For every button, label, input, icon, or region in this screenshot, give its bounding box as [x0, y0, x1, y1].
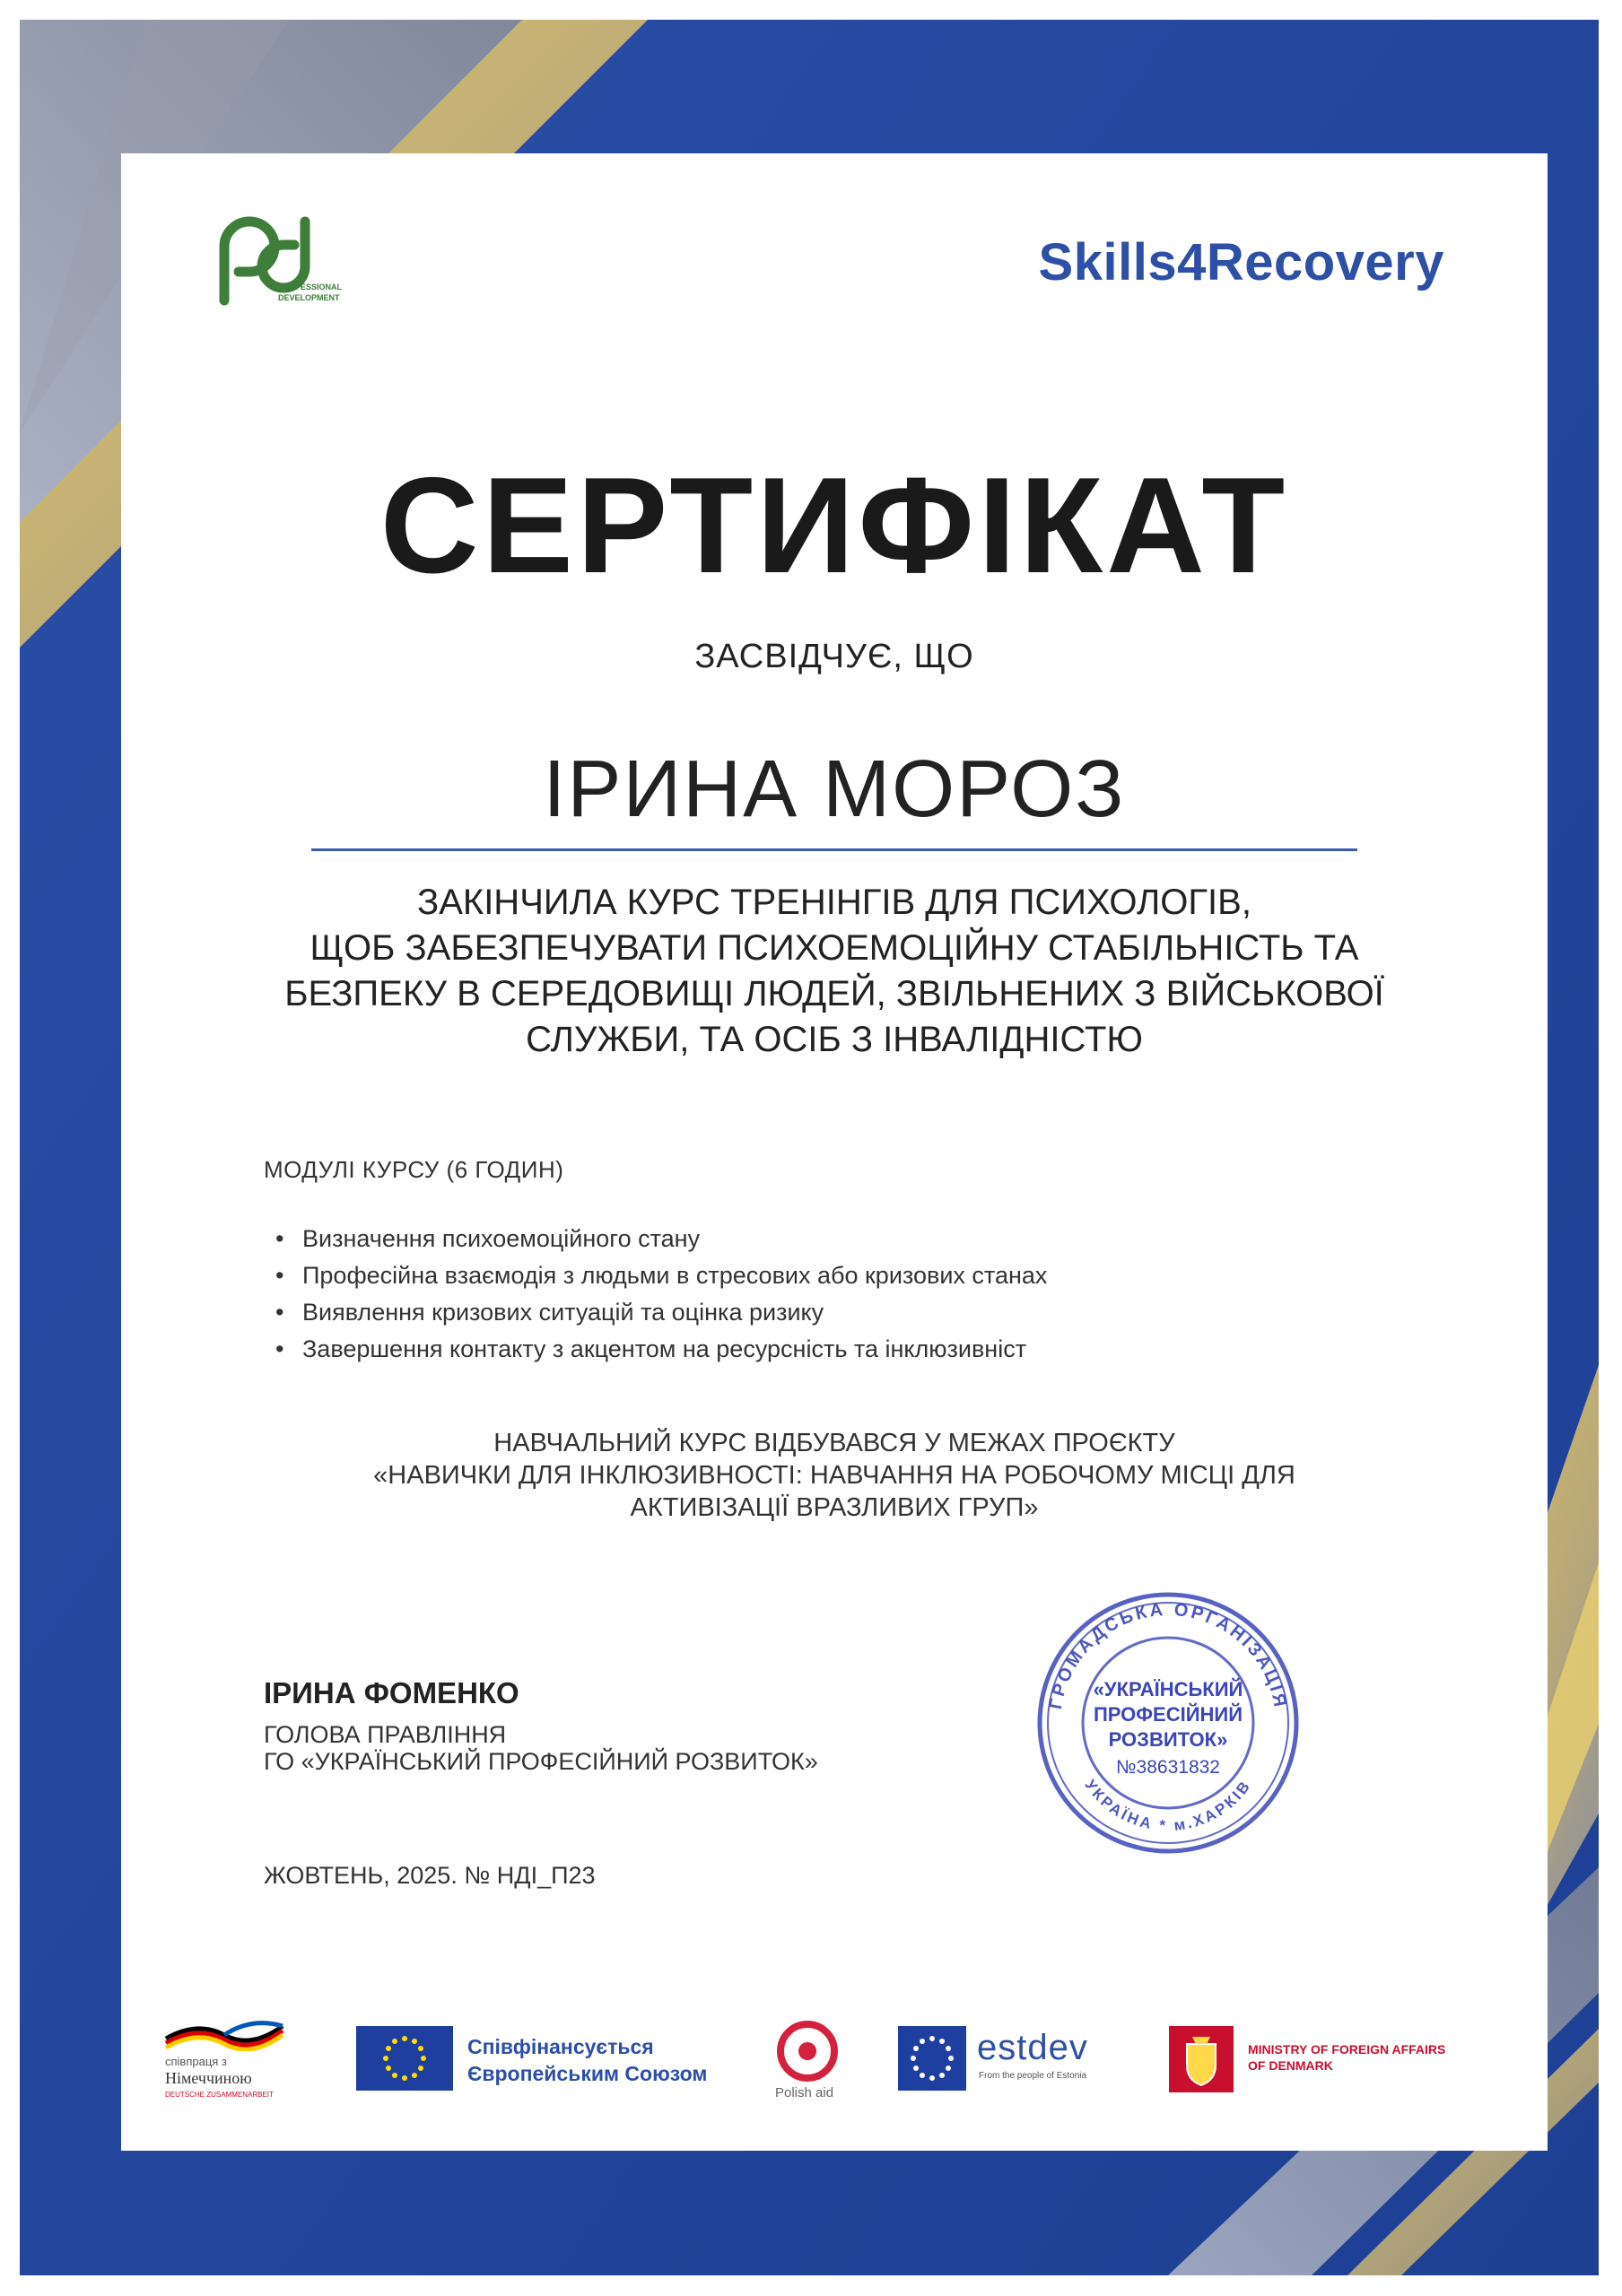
achievement-line: ЗАКІНЧИЛА КУРС ТРЕНІНГІВ ДЛЯ ПСИХОЛОГІВ,: [417, 883, 1251, 922]
achievement-line: БЕЗПЕКУ В СЕРЕДОВИЩІ ЛЮДЕЙ, ЗВІЛЬНЕНИХ З ВІЙСЬКОВОЇ: [284, 974, 1384, 1013]
eu-line2: Європейським Союзом: [467, 2062, 708, 2085]
eu-flag-icon: [356, 2026, 453, 2091]
eu-line1: Співфінансується: [467, 2035, 654, 2058]
official-stamp: [1033, 1588, 1303, 1857]
denmark-line2: OF DENMARK: [1248, 2058, 1333, 2073]
estdev-name: estdev: [977, 2028, 1088, 2067]
germany-line2: Німеччиною: [165, 2069, 252, 2087]
polish-aid-logo: [772, 2019, 861, 2109]
modules-list: [275, 1221, 1047, 1368]
program-name: Skills4Recovery: [1038, 233, 1444, 291]
module-label: Завершення контакту з акцентом на ресурсність та інклюзивніст: [302, 1335, 1027, 1362]
module-label: Виявлення кризових ситуацій та оцінка ризику: [302, 1299, 824, 1326]
estdev-tagline: From the people of Estonia: [979, 2071, 1087, 2081]
modules-heading: МОДУЛІ КУРСУ (6 ГОДИН): [264, 1156, 564, 1183]
module-label: Професійна взаємодія з людьми в стресових або кризових станах: [302, 1262, 1048, 1289]
achievement-line: ЩОБ ЗАБЕЗПЕЧУВАТИ ПСИХОЕМОЦІЙНУ СТАБІЛЬНІСТЬ ТА: [310, 928, 1359, 968]
certifies-text: ЗАСВІДЧУЄ, ЩО: [694, 638, 974, 675]
danish-coat-of-arms-icon: [1169, 2026, 1234, 2092]
partner-logos: [121, 2019, 1548, 2126]
eu-flag-icon: [898, 2026, 966, 2091]
polish-aid-icon: [772, 2019, 843, 2082]
name-underline: [311, 848, 1357, 851]
denmark-line1: MINISTRY OF FOREIGN AFFAIRS: [1248, 2042, 1446, 2057]
bullet-icon: •: [275, 1225, 284, 1252]
logo-caption-line2: DEVELOPMENT: [278, 293, 340, 302]
project-line: «НАВИЧКИ ДЛЯ ІНКЛЮЗИВНОСТІ: НАВЧАННЯ НА РОБОЧОМУ МІСЦІ ДЛЯ: [373, 1461, 1295, 1490]
project-line: НАВЧАЛЬНИЙ КУРС ВІДБУВАВСЯ У МЕЖАХ ПРОЄКТУ: [493, 1429, 1175, 1457]
achievement-text: [121, 880, 1548, 1063]
list-item: [275, 1294, 1047, 1331]
germany-cooperation-logo: [161, 2019, 287, 2109]
stamp-seal-icon: [1033, 1588, 1303, 1857]
bullet-icon: •: [275, 1262, 284, 1289]
germany-line1: співпраця з: [165, 2055, 227, 2068]
achievement-line: СЛУЖБИ, ТА ОСІБ З ІНВАЛІДНІСТЮ: [526, 1020, 1143, 1059]
eu-cofunding-logo: [356, 2026, 733, 2098]
project-line: АКТИВІЗАЦІЇ ВРАЗЛИВИХ ГРУП»: [630, 1493, 1039, 1522]
logo-caption-line1: PROFESSIONAL: [278, 283, 343, 291]
stamp-inner-line: «УКРАЇНСЬКИЙ: [1093, 1678, 1243, 1700]
issue-date-number: ЖОВТЕНЬ, 2025. № НДІ_П23: [264, 1862, 596, 1889]
stamp-outer-text: ГРОМАДСЬКА ОРГАНІЗАЦІЯ: [1045, 1599, 1291, 1711]
module-label: Визначення психоемоційного стану: [302, 1225, 701, 1252]
estdev-logo: [898, 2026, 1104, 2098]
german-ukrainian-flag-icon: [161, 2019, 287, 2051]
bullet-icon: •: [275, 1299, 284, 1326]
signer-role: [264, 1721, 818, 1775]
list-item: [275, 1221, 1047, 1257]
denmark-mfa-logo: [1169, 2026, 1528, 2098]
svg-text:УКРАЇНА * м.ХАРКІВ: [1081, 1777, 1254, 1834]
signer-name: ІРИНА ФОМЕНКО: [264, 1676, 519, 1709]
polish-aid-label: Polish aid: [775, 2085, 834, 2100]
project-text: [121, 1427, 1548, 1524]
stamp-bottom-text: УКРАЇНА * м.ХАРКІВ: [1081, 1776, 1255, 1835]
stamp-number: №38631832: [1116, 1757, 1220, 1778]
signer-role-line: ГО «УКРАЇНСЬКИЙ ПРОФЕСІЙНИЙ РОЗВИТОК»: [264, 1748, 818, 1775]
certificate-title: СЕРТИФІКАТ: [379, 449, 1289, 602]
stamp-inner-line: ПРОФЕСІЙНИЙ: [1093, 1703, 1243, 1726]
signer-role-line: ГОЛОВА ПРАВЛІННЯ: [264, 1721, 507, 1748]
germany-line3: DEUTSCHE ZUSAMMENARBEIT: [165, 2091, 274, 2099]
certificate-sheet: [121, 153, 1548, 2151]
list-item: [275, 1257, 1047, 1294]
list-item: [275, 1331, 1047, 1368]
stamp-inner-line: РОЗВИТОК»: [1108, 1728, 1228, 1751]
bullet-icon: •: [275, 1335, 284, 1362]
recipient-name: ІРИНА МОРОЗ: [543, 744, 1126, 834]
